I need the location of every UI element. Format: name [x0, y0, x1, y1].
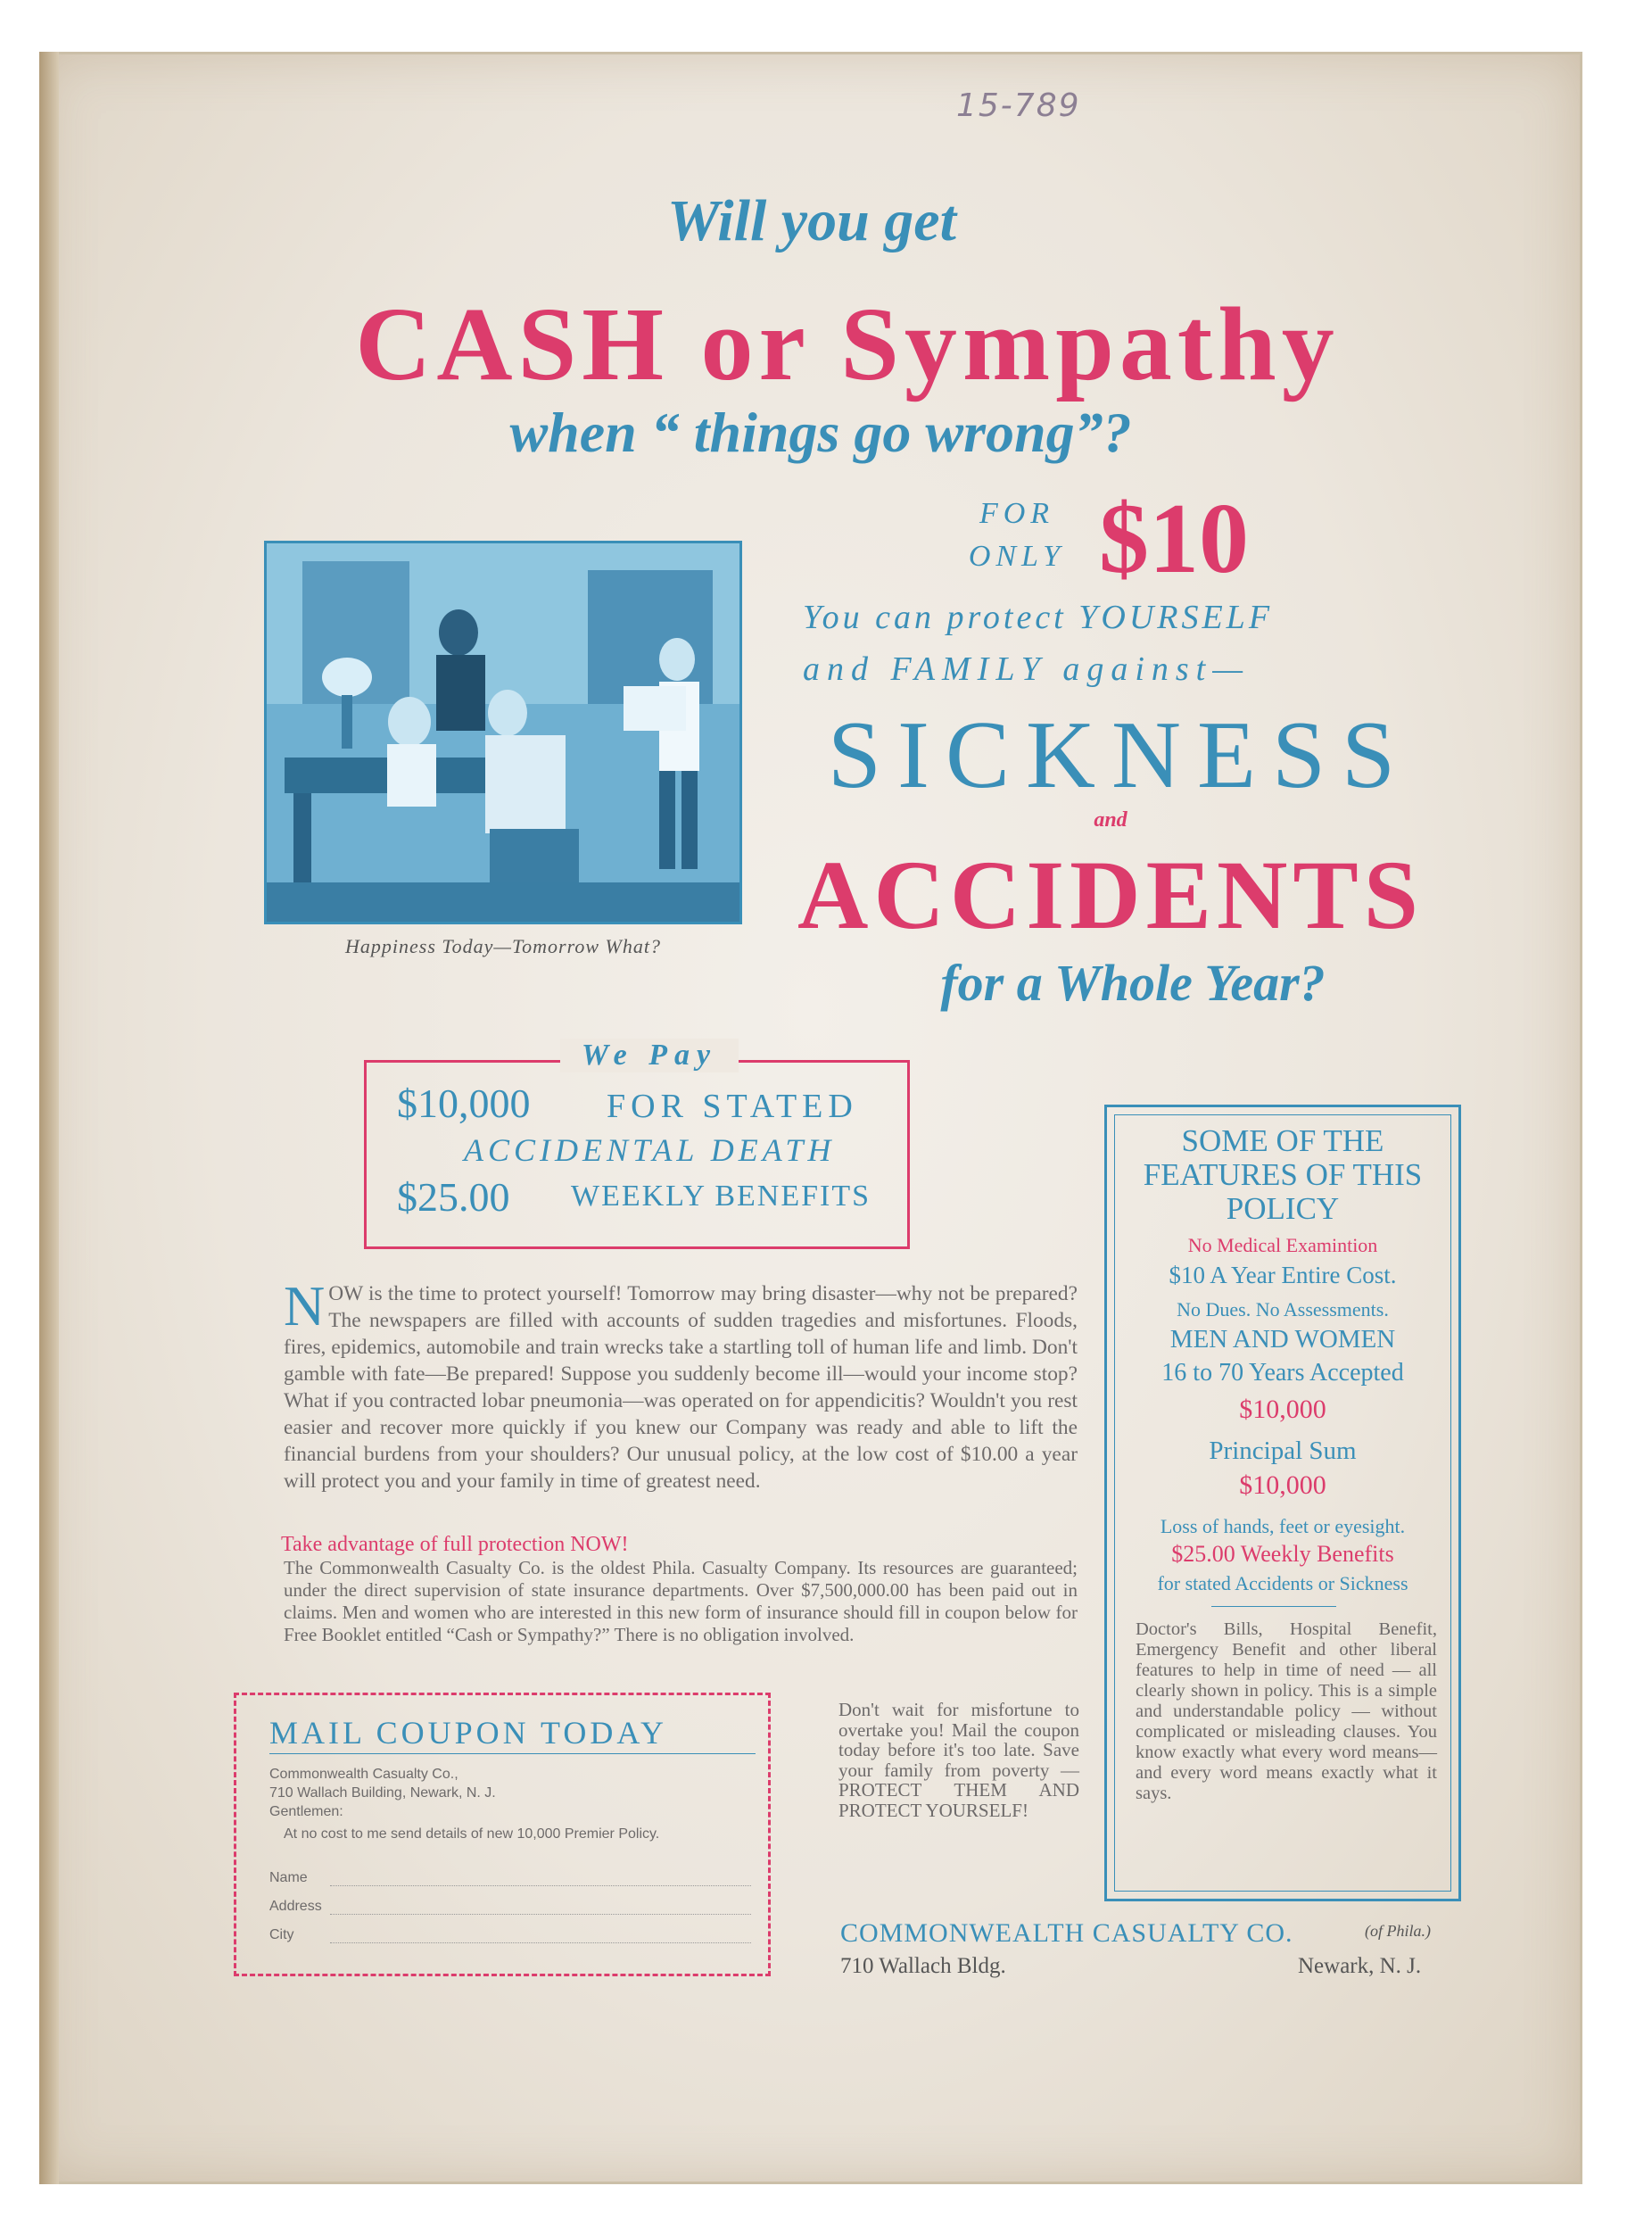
coupon-name-field[interactable]	[330, 1885, 751, 1886]
footer-of-phila: (of Phila.)	[1365, 1922, 1431, 1940]
handwritten-note: 15-789	[956, 87, 1081, 124]
feature-men-women: MEN AND WOMEN	[1169, 1325, 1396, 1354]
protect-family-line: and FAMILY against—	[803, 650, 1251, 688]
coupon-city-label: City	[269, 1927, 294, 1942]
feature-weekly-benefits: $25.00 Weekly Benefits	[1171, 1541, 1394, 1567]
take-advantage-line: Take advantage of full protection NOW!	[281, 1533, 629, 1556]
feature-principal-sum: Principal Sum	[1209, 1437, 1357, 1465]
death-benefit-amount: $10,000	[397, 1081, 531, 1126]
coupon-request: At no cost to me send details of new 10,000 Premier Policy.	[284, 1826, 660, 1842]
headline-cash-or-sympathy: CASH or Sympathy	[355, 286, 1340, 402]
whole-year-line: for a Whole Year?	[940, 954, 1326, 1012]
photo-caption: Happiness Today—Tomorrow What?	[345, 935, 661, 957]
feature-loss: Loss of hands, feet or eyesight.	[1160, 1515, 1406, 1537]
and-connector: and	[1094, 808, 1127, 832]
coupon-address-label: Address	[269, 1899, 322, 1914]
coupon-city-field[interactable]	[330, 1942, 751, 1943]
feature-ages: 16 to 70 Years Accepted	[1161, 1359, 1404, 1387]
feature-amount-1: $10,000	[1239, 1395, 1326, 1424]
for-stated-label: FOR STATED	[607, 1088, 858, 1125]
feature-details: Doctor's Bills, Hospital Benefit, Emergency Benefit and other liberal features to help in time of need — all clearly shown in policy. This is a simple and understandable policy — without complicated or misleading clauses. You know exactly what every word means—and every word means exactly what it says.	[1136, 1619, 1437, 1803]
feature-cost: $10 A Year Entire Cost.	[1169, 1262, 1397, 1288]
headline-when-things-go-wrong: when “ things go wrong”?	[509, 401, 1132, 464]
accidental-death-label: ACCIDENTAL DEATH	[464, 1132, 836, 1168]
body-copy	[284, 1274, 1078, 1495]
weekly-benefits-label: WEEKLY BENEFITS	[571, 1180, 871, 1213]
coupon-name-label: Name	[269, 1870, 308, 1885]
feature-stated: for stated Accidents or Sickness	[1157, 1572, 1408, 1594]
footer-address: 710 Wallach Bldg.	[840, 1954, 1006, 1978]
family-scene-illustration	[267, 543, 742, 924]
coupon-company: Commonwealth Casualty Co.,	[269, 1767, 458, 1782]
feature-no-dues: No Dues. No Assessments.	[1177, 1298, 1389, 1321]
body-text: OW is the time to protect yourself! Tomorrow may bring disaster—why not be prepared? The newspapers are filled with accounts of sudden tragedies and misfortunes. Floods, fires, epidemics, automobile and train wrecks take a startling toll of human life and limb. Don't gamble with fate—Be prepared! Suppose you suddenly become ill—would your income stop? What if you contracted lobar pneumonia—was operated on for appendicitis? Wouldn't you rest easier and recover more quickly if you knew our Company was ready and able to lift the financial burdens from your shoulders? Our unusual policy, at the low cost of $10.00 a year will protect you and your family in time of greatest need.	[284, 1282, 1078, 1493]
feature-amount-2: $10,000	[1239, 1470, 1326, 1500]
family-photo	[264, 541, 742, 924]
for-only-label: FOR ONLY	[968, 497, 1066, 573]
weekly-benefit-amount: $25.00	[397, 1174, 510, 1220]
coupon-title: MAIL COUPON TODAY	[269, 1714, 756, 1754]
footer-city: Newark, N. J.	[1298, 1954, 1422, 1978]
features-title: SOME OF THE FEATURES OF THIS POLICY	[1143, 1123, 1423, 1226]
coupon-address: 710 Wallach Building, Newark, N. J.	[269, 1785, 496, 1801]
we-pay-title: We Pay	[560, 1039, 739, 1072]
cover-spine	[39, 52, 59, 2184]
company-info-text: The Commonwealth Casualty Co. is the oldest Phila. Casualty Company. Its resources are guaranteed; under the direct supervision of state insurance departments. Over $7,500,000.00 has been paid out in claims. Men and women who are interested in this new form of insurance should fill in coupon below for Free Booklet entitled “Cash or Sympathy?” There is no obligation involved.	[284, 1557, 1078, 1645]
coupon-address-field[interactable]	[330, 1914, 751, 1915]
feature-no-medical: No Medical Examintion	[1187, 1234, 1378, 1256]
drop-cap: N	[284, 1274, 326, 1337]
footer-company: COMMONWEALTH CASUALTY CO.	[840, 1918, 1293, 1948]
sickness-heading: SICKNESS	[827, 702, 1412, 808]
coupon-salutation: Gentlemen:	[269, 1804, 343, 1819]
price: $10	[1099, 484, 1249, 594]
dont-wait-text: Don't wait for misfortune to overtake you! Mail the coupon today before it's too late. Save your family from poverty — PROTECT THEM AND PROTECT YOURSELF!	[838, 1699, 1079, 1821]
protect-yourself-line: You can protect YOURSELF	[803, 599, 1274, 636]
headline-will-you-get: Will you get	[667, 188, 956, 253]
accidents-heading: ACCIDENTS	[797, 840, 1424, 949]
features-divider	[1211, 1606, 1336, 1607]
